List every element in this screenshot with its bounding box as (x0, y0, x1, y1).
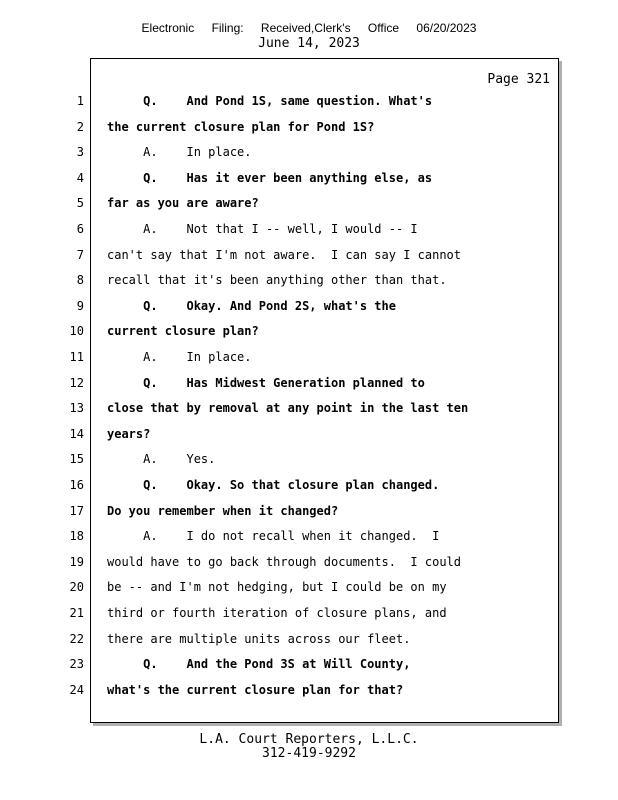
footer-phone: 312-419-9292 (262, 746, 356, 761)
transcript-line (0, 632, 618, 658)
transcript-line (0, 350, 618, 376)
transcript-line (0, 196, 618, 222)
line-number: 14 (69, 426, 84, 441)
line-number: 23 (69, 657, 84, 672)
line-number: 16 (69, 478, 84, 492)
line-text: be -- and I'm not hedging, but I could be on my (107, 580, 447, 595)
line-text: would have to go back through documents. I could (107, 554, 462, 569)
line-number: 2 (76, 119, 84, 134)
transcript-line (0, 657, 618, 683)
line-text: A. In place. (107, 145, 252, 160)
line-number: 22 (69, 631, 84, 646)
transcript-line (0, 452, 618, 478)
transcript-line (0, 248, 618, 274)
transcript-line (0, 299, 618, 325)
transcript-line (0, 555, 618, 581)
stamp-office: Office (367, 21, 400, 35)
footer-company: L.A. Court Reporters, L.L.C. (199, 732, 419, 747)
transcript-line (0, 273, 618, 299)
line-text: there are multiple units across our fleet. (107, 631, 411, 646)
transcript-line (0, 222, 618, 248)
line-number: 11 (69, 350, 84, 364)
line-text: Q. Okay. And Pond 2S, what's the (107, 298, 396, 313)
line-number: 20 (69, 580, 84, 595)
line-number: 10 (69, 324, 84, 339)
line-number: 13 (69, 401, 84, 416)
transcript-line (0, 145, 618, 171)
stamp-received: Received,Clerk's (260, 21, 351, 35)
line-text: far as you are aware? (107, 196, 259, 211)
line-text: Q. And the Pond 3S at Will County, (107, 657, 411, 672)
transcript-line (0, 376, 618, 402)
line-number: 6 (76, 222, 84, 236)
line-text: close that by removal at any point in the last ten (107, 401, 469, 416)
line-number: 1 (76, 94, 84, 108)
stamp-electronic: Electronic (141, 21, 195, 35)
line-text: Q. Has it ever been anything else, as (107, 170, 433, 185)
line-number: 7 (76, 247, 84, 262)
line-text: years? (107, 426, 151, 441)
line-text: the current closure plan for Pond 1S? (107, 119, 375, 134)
line-text: A. In place. (107, 350, 252, 364)
transcript-line (0, 504, 618, 530)
line-number: 5 (76, 196, 84, 211)
line-text: Q. Okay. So that closure plan changed. (107, 478, 440, 492)
line-number: 19 (69, 554, 84, 569)
transcript-line (0, 94, 618, 120)
transcript-line (0, 120, 618, 146)
line-text: A. I do not recall when it changed. I (107, 529, 440, 544)
line-text: can't say that I'm not aware. I can say I cannot (107, 247, 462, 262)
line-text: Q. And Pond 1S, same question. What's (107, 94, 433, 108)
page-number: Page 321 (487, 72, 550, 87)
transcript-line (0, 401, 618, 427)
transcript-line (0, 478, 618, 504)
line-number: 12 (69, 375, 84, 390)
filing-stamp (0, 21, 618, 35)
line-text: Do you remember when it changed? (107, 503, 339, 518)
line-number: 3 (76, 145, 84, 160)
transcript-line (0, 529, 618, 555)
line-text: third or fourth iteration of closure plans, and (107, 606, 447, 620)
stamp-filing: Filing: (211, 21, 244, 35)
line-text: what's the current closure plan for that? (107, 682, 404, 697)
line-number: 4 (76, 170, 84, 185)
transcript-line (0, 580, 618, 606)
deposition-date: June 14, 2023 (258, 36, 360, 51)
transcript-line (0, 606, 618, 632)
transcript-line (0, 683, 618, 709)
stamp-date: 06/20/2023 (416, 21, 477, 35)
line-number: 8 (76, 273, 84, 288)
transcript-line (0, 324, 618, 350)
line-text: recall that it's been anything other than that. (107, 273, 447, 288)
line-number: 21 (69, 606, 84, 620)
line-text: A. Not that I -- well, I would -- I (107, 222, 418, 236)
line-number: 15 (69, 452, 84, 467)
line-number: 24 (69, 682, 84, 697)
transcript-line (0, 427, 618, 453)
line-number: 17 (69, 503, 84, 518)
line-text: Q. Has Midwest Generation planned to (107, 375, 425, 390)
line-text: A. Yes. (107, 452, 216, 467)
transcript-line (0, 171, 618, 197)
line-text: current closure plan? (107, 324, 259, 339)
line-number: 18 (69, 529, 84, 544)
line-number: 9 (76, 298, 84, 313)
